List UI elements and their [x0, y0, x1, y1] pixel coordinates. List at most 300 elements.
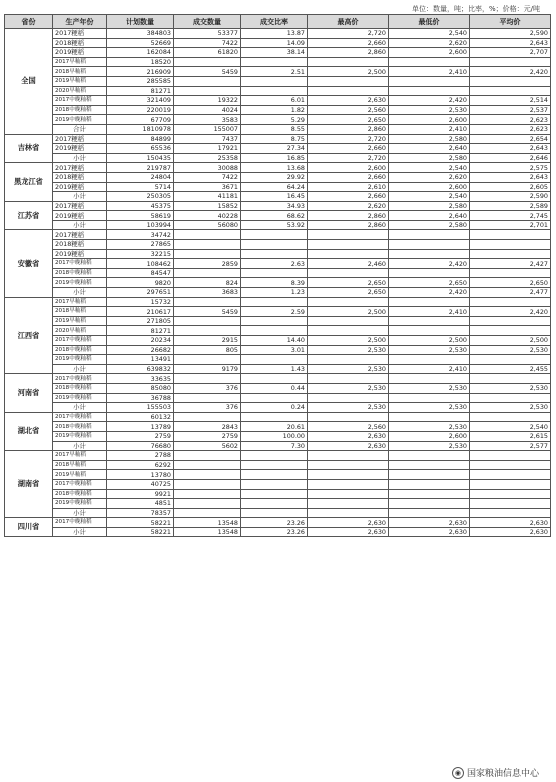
deal-ratio-cell: 27.34: [241, 144, 308, 154]
table-row: [5, 105, 551, 115]
plan-quantity-cell: 384803: [107, 29, 174, 39]
year-cell: 2018中晚籼稻: [53, 268, 107, 278]
lowest-price-cell: 2,580: [389, 201, 470, 211]
deal-quantity-cell: 7422: [174, 172, 241, 182]
lowest-price-cell: 2,580: [389, 153, 470, 163]
deal-quantity-cell: [174, 76, 241, 86]
deal-quantity-cell: 376: [174, 383, 241, 393]
plan-quantity-cell: 58619: [107, 211, 174, 221]
lowest-price-cell: [389, 489, 470, 499]
average-price-cell: [470, 316, 551, 326]
year-cell: 合计: [53, 124, 107, 134]
deal-ratio-cell: [241, 374, 308, 384]
deal-quantity-cell: 53377: [174, 29, 241, 39]
average-price-cell: 2,589: [470, 201, 551, 211]
highest-price-cell: 2,720: [308, 153, 389, 163]
table-row: [5, 76, 551, 86]
deal-quantity-cell: 40228: [174, 211, 241, 221]
highest-price-cell: 2,460: [308, 259, 389, 269]
lowest-price-cell: [389, 86, 470, 96]
year-cell: 2019中晚籼稻: [53, 355, 107, 365]
table-header-row: [5, 15, 551, 29]
header-average-price: 平均价: [470, 15, 551, 29]
header-lowest-price: 最低价: [389, 15, 470, 29]
year-cell: 2018中晚籼稻: [53, 345, 107, 355]
plan-quantity-cell: 285585: [107, 76, 174, 86]
table-row: [5, 249, 551, 259]
deal-ratio-cell: 1.82: [241, 105, 308, 115]
lowest-price-cell: [389, 57, 470, 67]
year-cell: 小计: [53, 220, 107, 230]
deal-ratio-cell: 7.30: [241, 441, 308, 451]
table-row: [5, 240, 551, 250]
average-price-cell: [470, 508, 551, 518]
lowest-price-cell: 2,410: [389, 364, 470, 374]
lowest-price-cell: 2,600: [389, 182, 470, 192]
highest-price-cell: 2,530: [308, 403, 389, 413]
highest-price-cell: 2,560: [308, 422, 389, 432]
subtotal-row: [5, 527, 551, 537]
plan-quantity-cell: 210617: [107, 307, 174, 317]
plan-quantity-cell: 33635: [107, 374, 174, 384]
average-price-cell: 2,707: [470, 48, 551, 58]
table-row: [5, 96, 551, 106]
year-cell: 2017中晚籼稻: [53, 259, 107, 269]
deal-ratio-cell: 8.55: [241, 124, 308, 134]
lowest-price-cell: 2,420: [389, 259, 470, 269]
year-cell: 2020早籼稻: [53, 86, 107, 96]
lowest-price-cell: [389, 316, 470, 326]
average-price-cell: 2,623: [470, 115, 551, 125]
highest-price-cell: 2,860: [308, 211, 389, 221]
year-cell: 小计: [53, 192, 107, 202]
average-price-cell: 2,420: [470, 307, 551, 317]
deal-ratio-cell: [241, 412, 308, 422]
deal-quantity-cell: 30088: [174, 163, 241, 173]
table-row: [5, 336, 551, 346]
lowest-price-cell: 2,530: [389, 441, 470, 451]
header-plan-quantity: 计划数量: [107, 15, 174, 29]
average-price-cell: 2,427: [470, 259, 551, 269]
average-price-cell: 2,643: [470, 172, 551, 182]
plan-quantity-cell: 321409: [107, 96, 174, 106]
table-row: [5, 518, 551, 528]
lowest-price-cell: 2,530: [389, 383, 470, 393]
deal-quantity-cell: [174, 240, 241, 250]
average-price-cell: 2,530: [470, 383, 551, 393]
average-price-cell: 2,745: [470, 211, 551, 221]
table-row: [5, 144, 551, 154]
plan-quantity-cell: 81271: [107, 326, 174, 336]
deal-ratio-cell: [241, 249, 308, 259]
deal-ratio-cell: 16.85: [241, 153, 308, 163]
highest-price-cell: 2,650: [308, 288, 389, 298]
year-cell: 2019早籼稻: [53, 76, 107, 86]
deal-quantity-cell: 56080: [174, 220, 241, 230]
plan-quantity-cell: 9820: [107, 278, 174, 288]
province-cell: 全国: [5, 29, 53, 135]
deal-quantity-cell: 2759: [174, 431, 241, 441]
deal-ratio-cell: [241, 76, 308, 86]
highest-price-cell: [308, 76, 389, 86]
deal-quantity-cell: [174, 230, 241, 240]
highest-price-cell: 2,720: [308, 29, 389, 39]
deal-quantity-cell: 2843: [174, 422, 241, 432]
deal-ratio-cell: [241, 460, 308, 470]
deal-quantity-cell: 15852: [174, 201, 241, 211]
year-cell: 2019早籼稻: [53, 470, 107, 480]
plan-quantity-cell: 639832: [107, 364, 174, 374]
highest-price-cell: [308, 393, 389, 403]
deal-quantity-cell: [174, 57, 241, 67]
plan-quantity-cell: 1810978: [107, 124, 174, 134]
table-row: [5, 86, 551, 96]
year-cell: 2018中晚籼稻: [53, 383, 107, 393]
deal-quantity-cell: [174, 412, 241, 422]
table-row: [5, 259, 551, 269]
lowest-price-cell: [389, 460, 470, 470]
average-price-cell: 2,630: [470, 527, 551, 537]
plan-quantity-cell: 2788: [107, 451, 174, 461]
highest-price-cell: 2,530: [308, 345, 389, 355]
subtotal-row: [5, 403, 551, 413]
lowest-price-cell: [389, 230, 470, 240]
table-row: [5, 29, 551, 39]
unit-note: 单位：数量，吨；比率，%；价格：元/吨: [411, 5, 540, 13]
year-cell: 2018中晚籼稻: [53, 422, 107, 432]
lowest-price-cell: 2,530: [389, 403, 470, 413]
average-price-cell: [470, 470, 551, 480]
highest-price-cell: 2,720: [308, 134, 389, 144]
average-price-cell: 2,654: [470, 134, 551, 144]
lowest-price-cell: [389, 508, 470, 518]
deal-ratio-cell: 5.29: [241, 115, 308, 125]
lowest-price-cell: 2,410: [389, 67, 470, 77]
highest-price-cell: 2,630: [308, 431, 389, 441]
deal-ratio-cell: 100.00: [241, 431, 308, 441]
year-cell: 2017中晚籼稻: [53, 412, 107, 422]
deal-ratio-cell: [241, 451, 308, 461]
deal-ratio-cell: [241, 57, 308, 67]
year-cell: 2019粳稻: [53, 249, 107, 259]
year-cell: 小计: [53, 527, 107, 537]
deal-quantity-cell: [174, 508, 241, 518]
lowest-price-cell: 2,620: [389, 172, 470, 182]
year-cell: 2018粳稻: [53, 240, 107, 250]
table-row: [5, 201, 551, 211]
highest-price-cell: 2,630: [308, 527, 389, 537]
plan-quantity-cell: 84547: [107, 268, 174, 278]
deal-quantity-cell: 19322: [174, 96, 241, 106]
highest-price-cell: 2,650: [308, 278, 389, 288]
plan-quantity-cell: 67709: [107, 115, 174, 125]
highest-price-cell: 2,500: [308, 336, 389, 346]
year-cell: 2019粳稻: [53, 48, 107, 58]
deal-quantity-cell: 155007: [174, 124, 241, 134]
subtotal-row: [5, 441, 551, 451]
deal-ratio-cell: 34.93: [241, 201, 308, 211]
lowest-price-cell: 2,530: [389, 105, 470, 115]
year-cell: 2017中晚籼稻: [53, 374, 107, 384]
province-cell: 江苏省: [5, 201, 53, 230]
subtotal-row: [5, 124, 551, 134]
province-cell: 黑龙江省: [5, 163, 53, 201]
auction-table-container: [4, 14, 550, 537]
highest-price-cell: 2,860: [308, 124, 389, 134]
plan-quantity-cell: 26682: [107, 345, 174, 355]
lowest-price-cell: [389, 393, 470, 403]
highest-price-cell: 2,600: [308, 163, 389, 173]
plan-quantity-cell: 13780: [107, 470, 174, 480]
plan-quantity-cell: 18520: [107, 57, 174, 67]
year-cell: 2017中晚籼稻: [53, 96, 107, 106]
subtotal-row: [5, 364, 551, 374]
deal-ratio-cell: 23.26: [241, 527, 308, 537]
highest-price-cell: 2,630: [308, 518, 389, 528]
deal-quantity-cell: [174, 326, 241, 336]
plan-quantity-cell: 52669: [107, 38, 174, 48]
highest-price-cell: 2,620: [308, 201, 389, 211]
deal-ratio-cell: 2.51: [241, 67, 308, 77]
deal-quantity-cell: [174, 499, 241, 509]
year-cell: 2017中晚籼稻: [53, 336, 107, 346]
plan-quantity-cell: 85080: [107, 383, 174, 393]
deal-quantity-cell: [174, 316, 241, 326]
highest-price-cell: [308, 326, 389, 336]
highest-price-cell: [308, 86, 389, 96]
average-price-cell: [470, 393, 551, 403]
deal-quantity-cell: 5602: [174, 441, 241, 451]
table-row: [5, 115, 551, 125]
year-cell: 2018粳稻: [53, 172, 107, 182]
table-row: [5, 479, 551, 489]
lowest-price-cell: [389, 326, 470, 336]
highest-price-cell: [308, 249, 389, 259]
lowest-price-cell: 2,540: [389, 29, 470, 39]
highest-price-cell: 2,660: [308, 172, 389, 182]
average-price-cell: 2,643: [470, 144, 551, 154]
header-deal-ratio: 成交比率: [241, 15, 308, 29]
deal-quantity-cell: 13548: [174, 527, 241, 537]
average-price-cell: 2,643: [470, 38, 551, 48]
deal-quantity-cell: 9179: [174, 364, 241, 374]
lowest-price-cell: 2,630: [389, 518, 470, 528]
average-price-cell: 2,605: [470, 182, 551, 192]
plan-quantity-cell: 58221: [107, 527, 174, 537]
plan-quantity-cell: 65536: [107, 144, 174, 154]
average-price-cell: 2,537: [470, 105, 551, 115]
lowest-price-cell: 2,540: [389, 192, 470, 202]
plan-quantity-cell: 15732: [107, 297, 174, 307]
province-cell: 河南省: [5, 374, 53, 412]
deal-ratio-cell: 13.87: [241, 29, 308, 39]
wechat-chat-icon: ◉: [452, 767, 464, 779]
deal-quantity-cell: 376: [174, 403, 241, 413]
lowest-price-cell: [389, 240, 470, 250]
year-cell: 2019早籼稻: [53, 316, 107, 326]
average-price-cell: [470, 374, 551, 384]
highest-price-cell: 2,660: [308, 192, 389, 202]
year-cell: 2017粳稻: [53, 201, 107, 211]
year-cell: 小计: [53, 153, 107, 163]
average-price-cell: [470, 57, 551, 67]
deal-ratio-cell: [241, 355, 308, 365]
deal-ratio-cell: [241, 470, 308, 480]
year-cell: 2017早籼稻: [53, 297, 107, 307]
table-row: [5, 307, 551, 317]
plan-quantity-cell: 162084: [107, 48, 174, 58]
average-price-cell: 2,540: [470, 422, 551, 432]
deal-quantity-cell: 824: [174, 278, 241, 288]
deal-quantity-cell: [174, 451, 241, 461]
deal-ratio-cell: 16.45: [241, 192, 308, 202]
average-price-cell: 2,575: [470, 163, 551, 173]
province-cell: 四川省: [5, 518, 53, 537]
average-price-cell: [470, 355, 551, 365]
year-cell: 2017粳稻: [53, 230, 107, 240]
deal-ratio-cell: 8.75: [241, 134, 308, 144]
deal-ratio-cell: 64.24: [241, 182, 308, 192]
plan-quantity-cell: 220019: [107, 105, 174, 115]
table-row: [5, 297, 551, 307]
header-deal-quantity: 成交数量: [174, 15, 241, 29]
table-row: [5, 393, 551, 403]
year-cell: 2020早籼稻: [53, 326, 107, 336]
year-cell: 小计: [53, 288, 107, 298]
lowest-price-cell: 2,410: [389, 124, 470, 134]
deal-quantity-cell: [174, 489, 241, 499]
highest-price-cell: 2,500: [308, 307, 389, 317]
province-cell: 湖南省: [5, 451, 53, 518]
deal-quantity-cell: [174, 460, 241, 470]
deal-ratio-cell: [241, 393, 308, 403]
plan-quantity-cell: 103994: [107, 220, 174, 230]
subtotal-row: [5, 508, 551, 518]
average-price-cell: [470, 268, 551, 278]
lowest-price-cell: [389, 479, 470, 489]
deal-ratio-cell: [241, 489, 308, 499]
deal-ratio-cell: 2.59: [241, 307, 308, 317]
average-price-cell: [470, 240, 551, 250]
year-cell: 小计: [53, 364, 107, 374]
table-row: [5, 67, 551, 77]
average-price-cell: [470, 412, 551, 422]
year-cell: 2017粳稻: [53, 134, 107, 144]
lowest-price-cell: 2,410: [389, 307, 470, 317]
highest-price-cell: [308, 355, 389, 365]
year-cell: 2019粳稻: [53, 144, 107, 154]
table-row: [5, 278, 551, 288]
year-cell: 2018早籼稻: [53, 460, 107, 470]
year-cell: 小计: [53, 508, 107, 518]
lowest-price-cell: 2,640: [389, 211, 470, 221]
average-price-cell: 2,623: [470, 124, 551, 134]
year-cell: 2018早籼稻: [53, 307, 107, 317]
lowest-price-cell: 2,650: [389, 278, 470, 288]
lowest-price-cell: [389, 297, 470, 307]
lowest-price-cell: 2,580: [389, 220, 470, 230]
deal-quantity-cell: 4024: [174, 105, 241, 115]
deal-quantity-cell: 13548: [174, 518, 241, 528]
table-row: [5, 345, 551, 355]
average-price-cell: 2,590: [470, 192, 551, 202]
average-price-cell: [470, 489, 551, 499]
deal-quantity-cell: 7422: [174, 38, 241, 48]
table-row: [5, 57, 551, 67]
subtotal-row: [5, 220, 551, 230]
lowest-price-cell: 2,630: [389, 527, 470, 537]
year-cell: 2017粳稻: [53, 163, 107, 173]
highest-price-cell: 2,530: [308, 364, 389, 374]
deal-ratio-cell: [241, 297, 308, 307]
table-row: [5, 182, 551, 192]
highest-price-cell: 2,630: [308, 441, 389, 451]
deal-ratio-cell: 0.24: [241, 403, 308, 413]
year-cell: 2019中晚籼稻: [53, 115, 107, 125]
lowest-price-cell: 2,600: [389, 48, 470, 58]
table-row: [5, 211, 551, 221]
plan-quantity-cell: 84899: [107, 134, 174, 144]
highest-price-cell: [308, 57, 389, 67]
lowest-price-cell: [389, 268, 470, 278]
table-row: [5, 383, 551, 393]
average-price-cell: 2,701: [470, 220, 551, 230]
table-row: [5, 374, 551, 384]
highest-price-cell: [308, 451, 389, 461]
highest-price-cell: 2,530: [308, 383, 389, 393]
plan-quantity-cell: 58221: [107, 518, 174, 528]
plan-quantity-cell: 27865: [107, 240, 174, 250]
deal-quantity-cell: [174, 297, 241, 307]
table-row: [5, 172, 551, 182]
deal-ratio-cell: 6.01: [241, 96, 308, 106]
lowest-price-cell: [389, 451, 470, 461]
deal-ratio-cell: 53.92: [241, 220, 308, 230]
year-cell: 2018中晚籼稻: [53, 105, 107, 115]
deal-quantity-cell: [174, 470, 241, 480]
deal-quantity-cell: [174, 268, 241, 278]
average-price-cell: 2,455: [470, 364, 551, 374]
year-cell: 2018早籼稻: [53, 67, 107, 77]
deal-quantity-cell: [174, 393, 241, 403]
average-price-cell: 2,615: [470, 431, 551, 441]
deal-quantity-cell: 3683: [174, 288, 241, 298]
deal-quantity-cell: 5459: [174, 307, 241, 317]
table-row: [5, 355, 551, 365]
deal-ratio-cell: 23.26: [241, 518, 308, 528]
table-row: [5, 451, 551, 461]
deal-quantity-cell: 2915: [174, 336, 241, 346]
plan-quantity-cell: 219787: [107, 163, 174, 173]
deal-ratio-cell: [241, 326, 308, 336]
highest-price-cell: [308, 297, 389, 307]
lowest-price-cell: 2,420: [389, 96, 470, 106]
highest-price-cell: 2,630: [308, 96, 389, 106]
province-cell: 江西省: [5, 297, 53, 374]
plan-quantity-cell: 32215: [107, 249, 174, 259]
plan-quantity-cell: 4851: [107, 499, 174, 509]
deal-ratio-cell: 68.62: [241, 211, 308, 221]
deal-quantity-cell: [174, 249, 241, 259]
deal-quantity-cell: 805: [174, 345, 241, 355]
deal-ratio-cell: 1.43: [241, 364, 308, 374]
highest-price-cell: [308, 470, 389, 480]
highest-price-cell: 2,610: [308, 182, 389, 192]
year-cell: 2018中晚籼稻: [53, 489, 107, 499]
year-cell: 小计: [53, 441, 107, 451]
table-row: [5, 499, 551, 509]
highest-price-cell: [308, 268, 389, 278]
